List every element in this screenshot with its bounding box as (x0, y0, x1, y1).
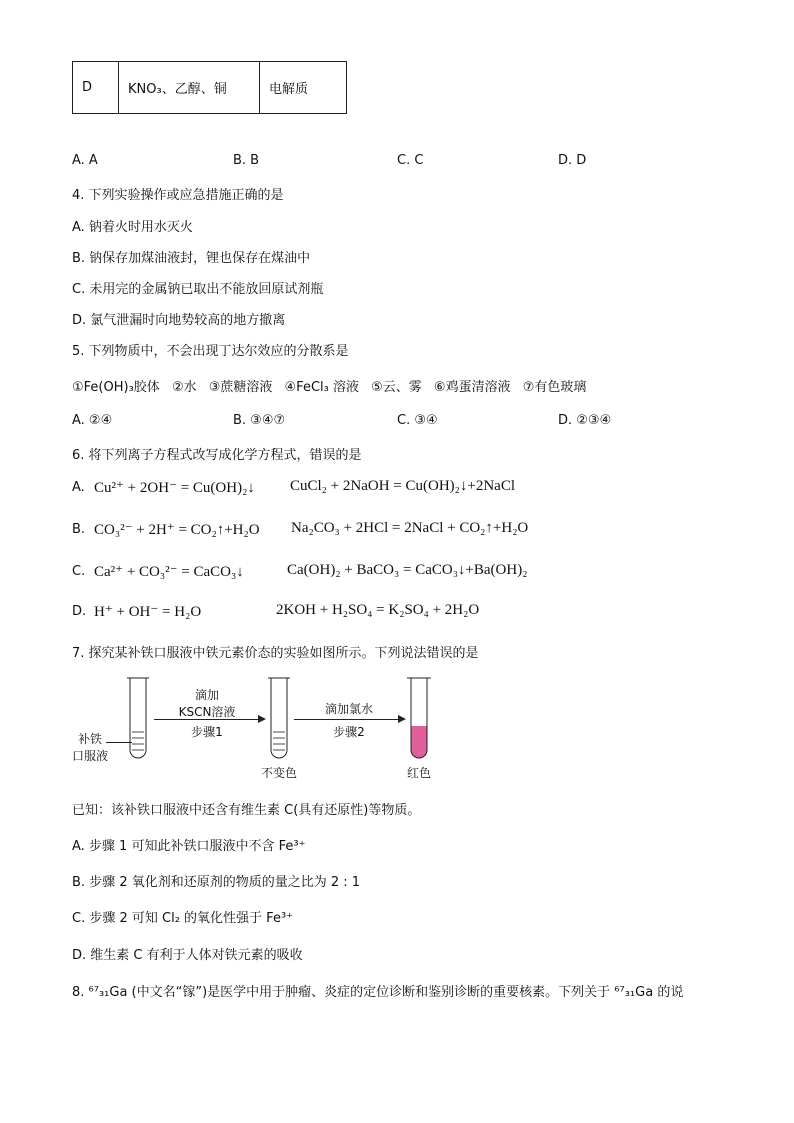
q5-item: ②水 (171, 380, 197, 395)
q7-option-c: C. 步骤 2 可知 Cl₂ 的氧化性强于 Fe³⁺ (72, 911, 294, 926)
q6-option-d-letter: D. (72, 604, 87, 619)
q5-stem: 5. 下列物质中，不会出现丁达尔效应的分散系是 (72, 344, 349, 359)
q5-option-d: D. ②③④ (558, 413, 612, 428)
arrow2-icon (294, 719, 404, 720)
q5-item: ①Fe(OH)₃胶体 (72, 380, 160, 395)
q7-known: 已知：该补铁口服液中还含有维生素 C(具有还原性)等物质。 (72, 803, 421, 818)
q7-diagram (72, 672, 452, 787)
q5-items (72, 376, 586, 395)
q5-option-a: A. ②④ (72, 413, 113, 428)
q6-option-b-letter: B. (72, 522, 86, 537)
q6-option-d-chem: 2KOH + H₂SO₄ = K₂SO₄ + 2H₂O (276, 602, 480, 618)
q7-option-b: B. 步骤 2 氧化剂和还原剂的物质的量之比为 2 : 1 (72, 875, 361, 890)
table-row (73, 62, 347, 114)
q6-option-a-chem: CuCl₂ + 2NaOH = Cu(OH)₂↓+2NaCl (290, 478, 515, 494)
q7-option-d: D. 维生素 C 有利于人体对铁元素的吸收 (72, 948, 303, 963)
sample-label-line2: 口服液 (72, 749, 109, 763)
q7-stem: 7. 探究某补铁口服液中铁元素价态的实验如图所示。下列说法错误的是 (72, 646, 479, 661)
q7-option-a: A. 步骤 1 可知此补铁口服液中不含 Fe³⁺ (72, 839, 306, 854)
q5-item: ⑥鸡蛋清溶液 (433, 380, 511, 395)
q6-option-a-letter: A. (72, 480, 85, 495)
table-cell-category: 电解质 (260, 62, 347, 114)
tube2-label: 不变色 (260, 766, 297, 780)
q5-option-c: C. ③④ (397, 413, 438, 428)
arrow2-step-label: 步骤2 (333, 725, 365, 739)
q4-option-c: C. 未用完的金属钠已取出不能放回原试剂瓶 (72, 282, 324, 297)
arrow1-reagent-label: KSCN溶液 (178, 705, 236, 719)
q6-option-c-chem: Ca(OH)₂ + BaCO₃ = CaCO₃↓+Ba(OH)₂ (287, 562, 528, 578)
q4-stem: 4. 下列实验操作或应急措施正确的是 (72, 188, 284, 203)
q6-option-a-ionic: Cu²⁺ + 2OH⁻ = Cu(OH)₂↓ (94, 480, 255, 496)
q6-option-b-ionic: CO₃²⁻ + 2H⁺ = CO₂↑+H₂O (94, 522, 260, 538)
table-cell-letter: D (73, 62, 119, 114)
q4-option-d: D. 氯气泄漏时向地势较高的地方撤离 (72, 313, 286, 328)
q8-stem: 8. ⁶⁷₃₁Ga (中文名“镓”)是医学中用于肿瘤、炎症的定位诊断和鉴别诊断的重要核素。下列关于 ⁶⁷₃₁Ga 的说 (72, 985, 684, 1000)
table-cell-substances: KNO₃、乙醇、铜 (119, 62, 260, 114)
test-tube-2 (267, 676, 291, 762)
q6-option-d-ionic: H⁺ + OH⁻ = H₂O (94, 604, 202, 620)
arrow1-top-label: 滴加 (194, 688, 219, 702)
tube3-label: 红色 (406, 766, 431, 780)
q4-option-a: A. 钠着火时用水灭火 (72, 220, 193, 235)
q4-option-b: B. 钠保存加煤油液封，锂也保存在煤油中 (72, 251, 311, 266)
q3-option-c: C. C (397, 153, 424, 168)
q5-option-b: B. ③④⑦ (233, 413, 286, 428)
q6-stem: 6. 将下列离子方程式改写成化学方程式，错误的是 (72, 448, 362, 463)
option-table (72, 61, 347, 114)
arrow1-icon (154, 719, 264, 720)
q3-option-b: B. B (233, 153, 260, 168)
q6-option-c-letter: C. (72, 564, 86, 579)
test-tube-3 (406, 676, 432, 762)
q5-item: ⑦有色玻璃 (522, 380, 587, 395)
label-pointer-line (106, 742, 132, 743)
q6-option-b-chem: Na₂CO₃ + 2HCl = 2NaCl + CO₂↑+H₂O (291, 520, 529, 536)
q5-item: ⑤云、雾 (371, 380, 422, 395)
q3-option-d: D. D (558, 153, 587, 168)
q5-item: ③蔗糖溶液 (208, 380, 273, 395)
q6-option-c-ionic: Ca²⁺ + CO₃²⁻ = CaCO₃↓ (94, 564, 244, 580)
test-tube-1 (126, 676, 150, 762)
arrow2-top-label: 滴加氯水 (324, 702, 373, 716)
arrow1-step-label: 步骤1 (191, 725, 223, 739)
sample-label-line1: 补铁 (78, 732, 103, 746)
q5-item: ④FeCl₃ 溶液 (284, 380, 359, 395)
q3-option-a: A. A (72, 153, 98, 168)
